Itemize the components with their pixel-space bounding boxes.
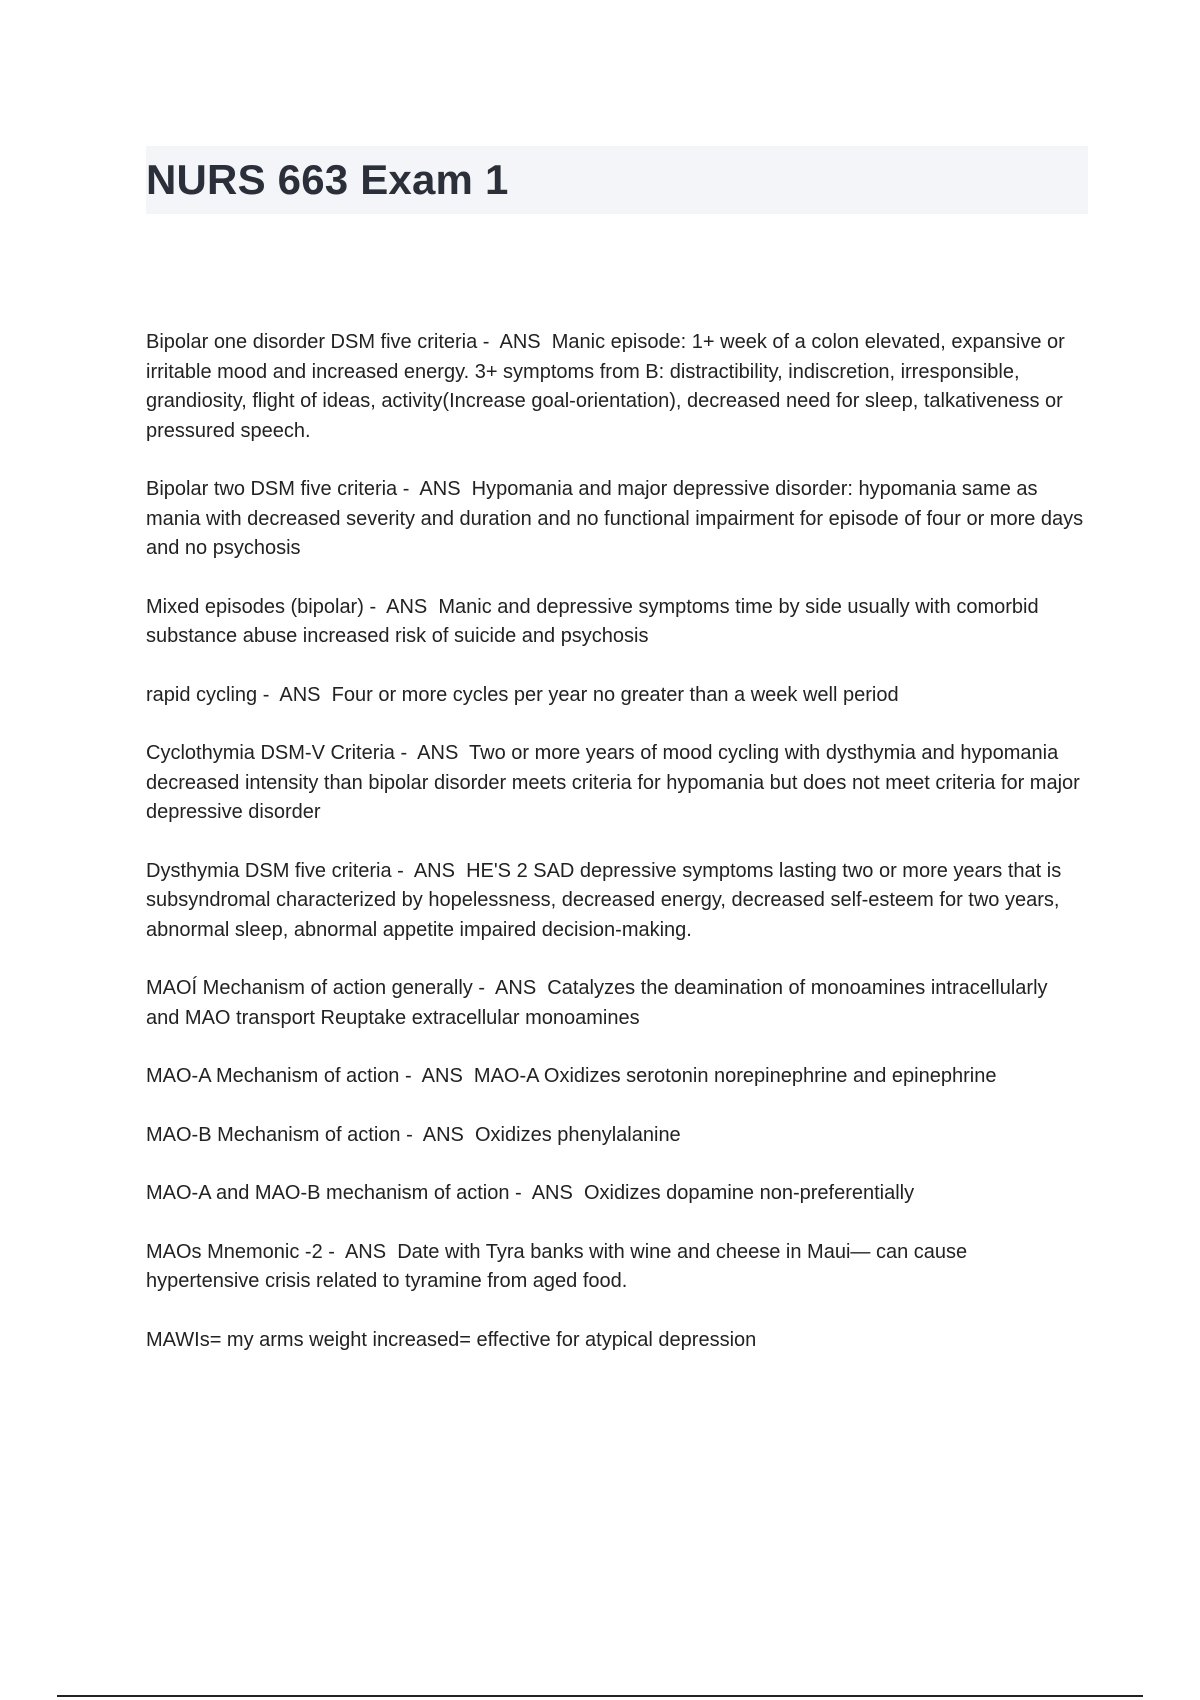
- qa-separator: - ANS: [477, 331, 552, 353]
- qa-item: [146, 1121, 1086, 1151]
- qa-question: MAOÍ Mechanism of action generally: [146, 977, 473, 999]
- qa-answer: Hypomania and major depressive disorder: hypomania same as mania with decreased severity and duration and no functional impairment for episode of four or more days and no psychosis: [146, 478, 1084, 559]
- qa-question: Bipolar one disorder DSM five criteria: [146, 331, 478, 353]
- qa-question: Cyclothymia DSM-V Criteria: [146, 742, 395, 764]
- trailing-note: MAWIs= my arms weight increased= effective for atypical depression: [146, 1328, 757, 1351]
- qa-separator: - ANS: [394, 742, 470, 764]
- qa-item: [146, 681, 1086, 711]
- qa-answer: Manic and depressive symptoms time by side usually with comorbid substance abuse increased risk of suicide and psychosis: [146, 595, 1039, 647]
- qa-question: Dysthymia DSM five criteria: [146, 859, 392, 882]
- qa-answer: MAO-A Oxidizes serotonin norepinephrine and epinephrine: [473, 1065, 997, 1087]
- qa-separator: - ANS: [509, 1182, 584, 1204]
- qa-answer: Manic episode: 1+ week of a colon elevated, expansive or irritable mood and increased energy. 3+ symptoms from B: distractibility, indiscretion, irresponsible, grandiosity, flight of ideas, activity(Increase goal-orientation), decreased need for sleep, talkativeness or pressured speech.: [146, 331, 1065, 442]
- qa-answer: Oxidizes phenylalanine: [475, 1123, 681, 1146]
- qa-separator: - ANS: [391, 859, 467, 882]
- qa-separator: - ANS: [400, 1123, 475, 1146]
- qa-item: [146, 328, 1086, 446]
- footer-divider: [57, 1695, 1143, 1697]
- qa-separator: - ANS: [397, 478, 472, 500]
- qa-item: [146, 857, 1086, 946]
- qa-separator: - ANS: [363, 595, 439, 618]
- qa-item: [146, 739, 1086, 828]
- qa-answer: Two or more years of mood cycling with dysthymia and hypomania decreased intensity than bipolar disorder meets criteria for hypomania but does not meet criteria for major depressive disorder: [146, 742, 1080, 823]
- qa-answer: HE'S 2 SAD depressive symptoms lasting two or more years that is subsyndromal characterized by hopelessness, decreased energy, decreased self-esteem for two years, abnormal sleep, abnormal appetite impaired decision-making.: [146, 859, 1062, 941]
- qa-question: Mixed episodes (bipolar): [146, 595, 364, 618]
- qa-question: MAO-A and MAO-B mechanism of action: [146, 1182, 510, 1204]
- qa-answer: Date with Tyra banks with wine and cheese in Maui— can cause hypertensive crisis related to tyramine from aged food.: [146, 1240, 968, 1292]
- qa-separator: - ANS: [472, 977, 548, 999]
- qa-answer: Oxidizes dopamine non-preferentially: [583, 1182, 915, 1204]
- qa-separator: - ANS: [399, 1065, 474, 1087]
- qa-answer: Catalyzes the deamination of monoamines intracellularly and MAO transport Reuptake extracellular monoamines: [146, 977, 1048, 1029]
- qa-question: MAO-B Mechanism of action: [146, 1123, 401, 1146]
- qa-item: [146, 1238, 1086, 1297]
- qa-answer: Four or more cycles per year no greater than a week well period: [331, 683, 899, 706]
- qa-item: [146, 475, 1086, 564]
- qa-question: Bipolar two DSM five criteria: [146, 478, 398, 500]
- page-title: NURS 663 Exam 1: [146, 156, 509, 203]
- qa-list: [146, 328, 1086, 1384]
- title-band: [146, 146, 1088, 214]
- qa-item: [146, 974, 1086, 1033]
- qa-item: [146, 1179, 1086, 1209]
- qa-question: rapid cycling: [146, 683, 258, 706]
- qa-separator: - ANS: [322, 1240, 398, 1263]
- qa-question: MAOs Mnemonic -2: [146, 1240, 323, 1263]
- qa-item: [146, 593, 1086, 652]
- qa-question: MAO-A Mechanism of action: [146, 1065, 400, 1087]
- qa-item: [146, 1062, 1086, 1092]
- qa-separator: - ANS: [257, 683, 332, 706]
